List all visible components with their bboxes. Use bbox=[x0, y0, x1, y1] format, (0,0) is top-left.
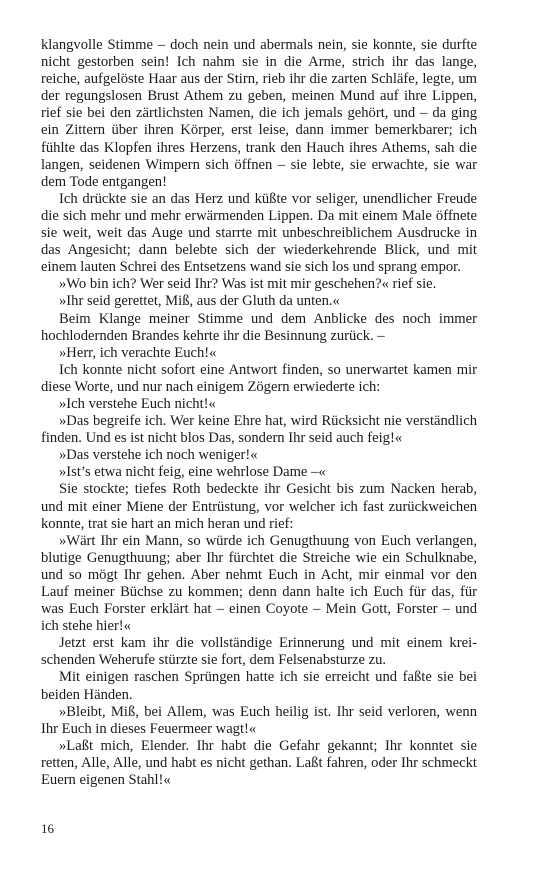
paragraph: »Wo bin ich? Wer seid Ihr? Was ist mit mir geschehen?« rief sie. bbox=[59, 276, 437, 293]
paragraph: Beim Klange meiner Stimme und dem Anblicke des noch immer hochlodernden Brandes kehrte ihr die Besinnung zurück. – bbox=[41, 310, 477, 344]
page-number: 16 bbox=[41, 821, 54, 836]
paragraph: »Ihr seid gerettet, Miß, aus der Gluth da unten.« bbox=[59, 293, 340, 310]
paragraph: klangvolle Stimme – doch nein und abermals nein, sie konnte, sie durfte nicht gestorben sein! Ich nahm sie in die Arme, strich ihr das lange, reiche, aufgelöste Haar aus der Stirn, rieb ihr die zarten Schläfe, legte, um der regungslosen Brust Athem zu geben, meinen Mund auf ihre Lippen, rief sie bei den zärtlichsten Namen, die ich jemals gehört, und – da ging ein Zittern über ihren Körper, erst leise, dann immer bemerkbarer; ich fühlte das Klopfen ihres Herzens, trank den Hauch ihres Athems, sah die langen, seidenen Wimpern sich öffnen – sie lebte, sie erwachte, sie war dem Tode entgangen! bbox=[41, 37, 477, 190]
paragraph: »Ist’s etwa nicht feig, eine wehrlose Dame –« bbox=[59, 464, 326, 481]
paragraph: Ich konnte nicht sofort eine Antwort finden, so unerwartet kamen mir diese Worte, und nur nach einigem Zögern erwiederte ich: bbox=[41, 361, 477, 395]
paragraph: »Ich verstehe Euch nicht!« bbox=[59, 395, 216, 412]
paragraph: Jetzt erst kam ihr die vollständige Erinnerung und mit einem kreischenden Weherufe stürzte sie fort, dem Felsenabsturze zu. bbox=[41, 635, 477, 669]
paragraph: Ich drückte sie an das Herz und küßte vor seliger, unendlicher Freude die sich mehr und mehr erwärmenden Lippen. Da mit einem Male öffnete sie weit, weit das Auge und starrte mit unbeschreiblichem Ausdrucke in das Angesicht; dann belebte sich der wiederkehrende Blick, und mit einem lauten Schrei des Entsetzens wand sie sich los und sprang empor. bbox=[41, 190, 477, 276]
paragraph: »Herr, ich verachte Euch!« bbox=[59, 344, 217, 361]
paragraph: »Bleibt, Miß, bei Allem, was Euch heilig ist. Ihr seid verloren, wenn Ihr Euch in dieses Feuermeer wagt!« bbox=[41, 703, 477, 737]
page-text-block bbox=[41, 37, 477, 789]
paragraph: »Das begreife ich. Wer keine Ehre hat, wird Rücksicht nie verständlich finden. Und es ist nicht blos Das, sondern Ihr seid auch feig!« bbox=[41, 413, 477, 447]
paragraph: Sie stockte; tiefes Roth bedeckte ihr Gesicht bis zum Nacken herab, und mit einer Miene der Entrüstung, vor welcher ich fast zurückweichen konnte, trat sie hart an mich heran und rief: bbox=[41, 481, 477, 532]
paragraph: »Wärt Ihr ein Mann, so würde ich Genugthuung von Euch verlangen, blutige Genugthuung; aber Ihr fürchtet die Streiche wie ein Schulknabe, und so mögt Ihr gehen. Aber nehmt Euch in Acht, mir einmal vor den Lauf meiner Büchse zu kommen; denn dann halte ich Euch für das, für was Euch Forster erklärt hat – einen Coyote – Mein Gott, Forster – und ich stehe hier!« bbox=[41, 532, 477, 635]
paragraph: »Das verstehe ich noch weniger!« bbox=[59, 447, 258, 464]
paragraph: »Laßt mich, Elender. Ihr habt die Gefahr gekannt; Ihr konntet sie retten, Alle, Alle, und habt es nicht gethan. Laßt fahren, oder Ihr schmeckt Euern eigenen Stahl!« bbox=[41, 737, 477, 789]
paragraph: Mit einigen raschen Sprüngen hatte ich sie erreicht und faßte sie bei beiden Händen. bbox=[41, 669, 477, 703]
